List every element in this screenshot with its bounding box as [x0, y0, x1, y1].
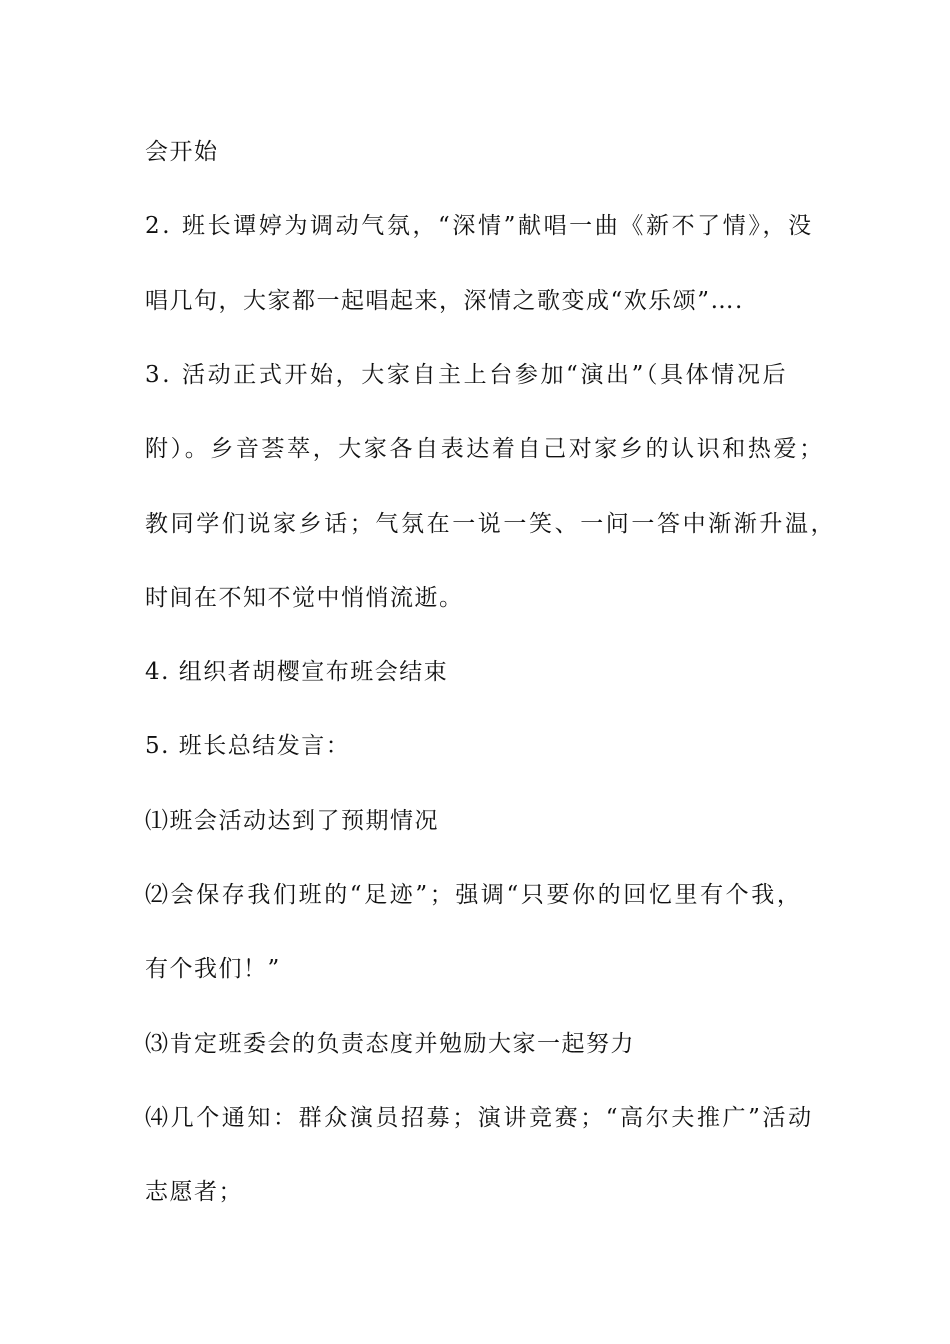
text-line: 会开始 [145, 139, 219, 165]
text-line: 3. 活动正式开始，大家自主上台参加“演出”（具体情况后 [145, 362, 789, 388]
text-line: ⑷几个通知：群众演员招募；演讲竞赛；“高尔夫推广”活动 [145, 1105, 814, 1131]
text-line: 志愿者； [145, 1179, 243, 1205]
text-line: 有个我们！” [145, 956, 281, 982]
text-line: ⑶肯定班委会的负责态度并勉励大家一起努力 [145, 1031, 635, 1057]
text-line: 唱几句，大家都一起唱起来，深情之歌变成“欢乐颂”…. [145, 288, 744, 314]
text-line: 2. 班长谭婷为调动气氛，“深情”献唱一曲《新不了情》，没 [145, 213, 814, 239]
text-line: 5. 班长总结发言： [145, 733, 351, 759]
text-line: 4. 组织者胡樱宣布班会结束 [145, 659, 449, 685]
text-line: 时间在不知不觉中悄悄流逝。 [145, 585, 464, 611]
text-line: 附）。乡音荟萃，大家各自表达着自己对家乡的认识和热爱； [145, 436, 825, 462]
text-line: ⑴班会活动达到了预期情况 [145, 808, 439, 834]
text-line: ⑵会保存我们班的“足迹”；强调“只要你的回忆里有个我， [145, 882, 803, 908]
text-line: 教同学们说家乡话；气氛在一说一笑、一问一答中渐渐升温， [145, 511, 837, 537]
